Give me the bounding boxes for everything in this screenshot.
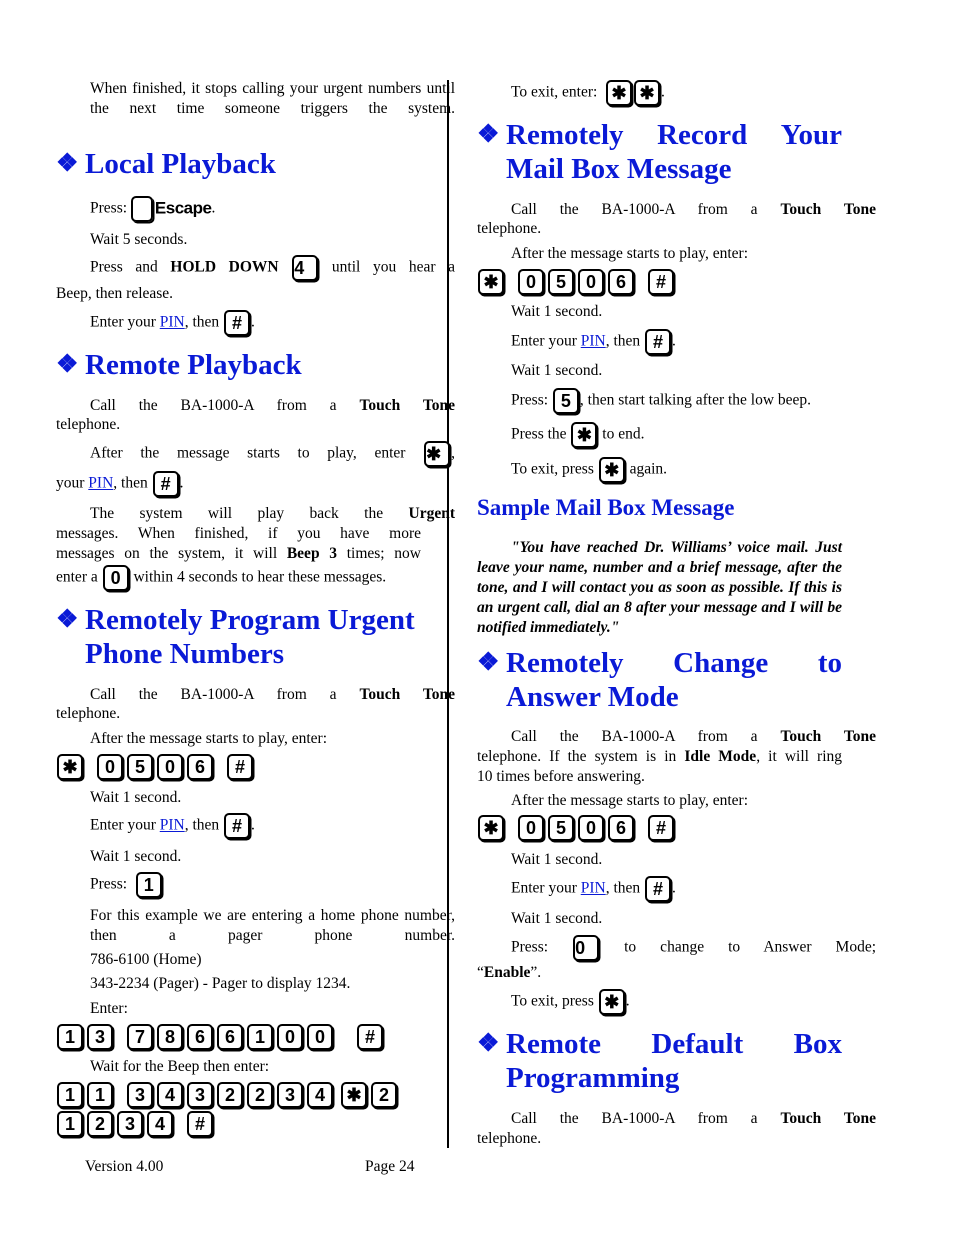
code-key[interactable]: 0 bbox=[97, 754, 123, 780]
seq-key[interactable]: 2 bbox=[87, 1111, 113, 1137]
key-star[interactable]: ✱ bbox=[599, 457, 625, 483]
db-telephone: telephone. bbox=[477, 1130, 542, 1147]
rp-telephone: telephone. bbox=[56, 416, 121, 433]
am-call-line: Call the BA-1000-A from a Touch Tone bbox=[511, 728, 876, 745]
code-key[interactable]: ✱ bbox=[478, 269, 504, 295]
diamond-bullet-icon: ❖ bbox=[477, 121, 500, 148]
key-1[interactable]: 1 bbox=[136, 872, 162, 898]
heading-answer-mode: ❖ Remotely Change to Answer Mode bbox=[477, 647, 842, 713]
rec-exit-line: To exit, press ✱ again. bbox=[477, 457, 876, 483]
code-key[interactable]: 0 bbox=[518, 815, 544, 841]
rec-press-star-end: Press the ✱ to end. bbox=[477, 422, 876, 448]
code-key[interactable]: 0 bbox=[518, 269, 544, 295]
pin-link[interactable]: PIN bbox=[159, 816, 185, 834]
code-key[interactable]: 6 bbox=[608, 269, 634, 295]
am-press-line: Press: 0 to change to Answer Mode; bbox=[477, 935, 876, 961]
intro-paragraph: When finished, it stops calling your urgent numbers until the next time someone triggers the system. bbox=[90, 80, 455, 117]
seq-key[interactable]: 3 bbox=[187, 1082, 213, 1108]
rec-call-line: Call the BA-1000-A from a Touch Tone bbox=[511, 201, 876, 218]
code-key[interactable]: 5 bbox=[127, 754, 153, 780]
key-0[interactable]: 0 bbox=[103, 565, 129, 591]
seq-key[interactable]: 3 bbox=[277, 1082, 303, 1108]
pu-example-line: For this example we are entering a home phone number, then a pager phone number. bbox=[90, 907, 455, 944]
seq-key[interactable]: 2 bbox=[247, 1082, 273, 1108]
seq-key[interactable]: 1 bbox=[87, 1082, 113, 1108]
diamond-bullet-icon: ❖ bbox=[56, 606, 79, 633]
pin-link[interactable]: PIN bbox=[580, 879, 606, 897]
code-key[interactable]: 0 bbox=[578, 815, 604, 841]
code-key[interactable]: 5 bbox=[548, 815, 574, 841]
escape-key-icon bbox=[131, 196, 153, 222]
heading-sample-message: Sample Mail Box Message bbox=[477, 495, 735, 520]
key-5[interactable]: 5 bbox=[553, 388, 579, 414]
pin-link[interactable]: PIN bbox=[580, 332, 606, 350]
code-key[interactable]: 5 bbox=[548, 269, 574, 295]
seq-key[interactable]: 3 bbox=[117, 1111, 143, 1137]
sample-quote: "You have reached Dr. Williams’ voice mail. Just leave your name, number and a brief message, after the tone, and I will contact you as soon as possible. If this is an urgent call, dial an 8 after your message and I will be notified immediately." bbox=[477, 539, 842, 636]
rec-code-keys bbox=[477, 269, 677, 295]
key-0[interactable]: 0 bbox=[573, 935, 599, 961]
pu-telephone: telephone. bbox=[56, 705, 121, 722]
code-key[interactable]: 0 bbox=[157, 754, 183, 780]
seq-key[interactable]: ✱ bbox=[341, 1082, 367, 1108]
footer-version: Version 4.00 bbox=[85, 1158, 164, 1175]
seq-key[interactable]: 6 bbox=[187, 1024, 213, 1050]
key-4[interactable]: 4 bbox=[292, 255, 318, 281]
am-exit-line: To exit, press ✱ . bbox=[477, 989, 876, 1015]
heading-default-box: ❖ Remote Default Box Programming bbox=[477, 1028, 842, 1094]
escape-key[interactable]: Escape bbox=[131, 196, 212, 222]
am-enable-line: “Enable”. bbox=[477, 964, 542, 981]
local-beep-release: Beep, then release. bbox=[56, 285, 174, 302]
rp-enter-zero-line: enter a 0 within 4 seconds to hear these messages. bbox=[56, 565, 421, 591]
local-enter-pin: Enter your PIN, then # . bbox=[56, 310, 455, 336]
diamond-bullet-icon: ❖ bbox=[477, 1030, 500, 1057]
seq-key[interactable]: 3 bbox=[87, 1024, 113, 1050]
rec-enter-pin: Enter your PIN, then # . bbox=[477, 329, 876, 355]
footer-page-number: Page 24 bbox=[365, 1158, 415, 1175]
code-key[interactable]: ✱ bbox=[478, 815, 504, 841]
heading-remote-playback: ❖ Remote Playback bbox=[56, 349, 302, 381]
pu-press-line: Press: 1 bbox=[56, 872, 455, 898]
heading-record-mailbox: ❖ Remotely Record Your Mail Box Message bbox=[477, 119, 842, 185]
am-idle-line: telephone. If the system is in Idle Mode, it will ring bbox=[477, 748, 843, 765]
pu-home: 786-6100 (Home) bbox=[90, 951, 202, 968]
seq-key[interactable]: 1 bbox=[247, 1024, 273, 1050]
rp-pin-line: your PIN, then # . bbox=[56, 471, 421, 497]
key-star[interactable]: ✱ bbox=[571, 422, 597, 448]
pu-wait-beep: Wait for the Beep then enter: bbox=[90, 1058, 270, 1075]
rp-beep-line: messages on the system, it will Beep 3 times; now bbox=[56, 545, 421, 562]
code-key[interactable]: # bbox=[648, 269, 674, 295]
pu-call-line: Call the BA-1000-A from a Touch Tone bbox=[90, 686, 455, 703]
pu-sequence-3 bbox=[56, 1111, 216, 1137]
seq-key[interactable]: 2 bbox=[371, 1082, 397, 1108]
pu-enter-label: Enter: bbox=[90, 1000, 128, 1017]
exit-line: To exit, enter: ✱ ✱ . bbox=[477, 80, 876, 106]
pu-code-keys bbox=[56, 754, 256, 780]
am-enter-pin: Enter your PIN, then # . bbox=[477, 876, 876, 902]
rec-after-msg: After the message starts to play, enter: bbox=[511, 245, 749, 262]
seq-key[interactable]: 4 bbox=[307, 1082, 333, 1108]
seq-key[interactable]: 4 bbox=[157, 1082, 183, 1108]
key-star[interactable]: ✱ bbox=[599, 989, 625, 1015]
am-code-keys bbox=[477, 815, 677, 841]
key-hash[interactable]: # bbox=[645, 876, 671, 902]
pu-enter-pin: Enter your PIN, then # . bbox=[56, 813, 455, 839]
exit-key[interactable]: ✱ bbox=[606, 80, 632, 106]
am-wait1: Wait 1 second. bbox=[511, 851, 603, 868]
am-after-msg: After the message starts to play, enter: bbox=[511, 792, 749, 809]
code-key[interactable]: 0 bbox=[578, 269, 604, 295]
rec-press-line: Press: 5 , then start talking after the low beep. bbox=[477, 388, 876, 414]
pu-after-msg: After the message starts to play, enter: bbox=[90, 730, 328, 747]
seq-key[interactable]: 1 bbox=[57, 1111, 83, 1137]
pu-wait1: Wait 1 second. bbox=[90, 789, 182, 806]
pin-link[interactable]: PIN bbox=[88, 474, 114, 492]
seq-key[interactable]: 0 bbox=[277, 1024, 303, 1050]
seq-key[interactable]: 6 bbox=[217, 1024, 243, 1050]
key-hash[interactable]: # bbox=[645, 329, 671, 355]
db-call-line: Call the BA-1000-A from a Touch Tone bbox=[511, 1110, 876, 1127]
seq-key[interactable]: 8 bbox=[157, 1024, 183, 1050]
code-key[interactable]: # bbox=[648, 815, 674, 841]
seq-key[interactable]: # bbox=[187, 1111, 213, 1137]
seq-key[interactable]: 0 bbox=[307, 1024, 333, 1050]
seq-key[interactable]: 2 bbox=[217, 1082, 243, 1108]
local-hold-line: Press and HOLD DOWN 4 until you hear a bbox=[56, 255, 455, 281]
code-key[interactable]: # bbox=[227, 754, 253, 780]
rec-wait1: Wait 1 second. bbox=[511, 303, 603, 320]
seq-key[interactable]: # bbox=[357, 1024, 383, 1050]
code-key[interactable]: 6 bbox=[608, 815, 634, 841]
pin-link[interactable]: PIN bbox=[159, 313, 185, 331]
heading-local-playback: ❖ Local Playback bbox=[56, 148, 276, 180]
heading-program-urgent: ❖ Remotely Program Urgent Phone Numbers bbox=[56, 604, 415, 670]
rec-wait1b: Wait 1 second. bbox=[511, 362, 603, 379]
diamond-bullet-icon: ❖ bbox=[477, 649, 500, 676]
seq-key[interactable]: 1 bbox=[57, 1082, 83, 1108]
key-hash[interactable]: # bbox=[224, 310, 250, 336]
rp-after-line: After the message starts to play, enter ✱ , bbox=[56, 441, 455, 467]
seq-key[interactable]: 7 bbox=[127, 1024, 153, 1050]
rp-system-line: The system will play back the Urgent bbox=[90, 505, 455, 522]
exit-key[interactable]: ✱ bbox=[634, 80, 660, 106]
pu-pager: 343-2234 (Pager) - Pager to display 1234. bbox=[90, 975, 351, 992]
diamond-bullet-icon: ❖ bbox=[56, 150, 79, 177]
key-star[interactable]: ✱ bbox=[424, 441, 450, 467]
diamond-bullet-icon: ❖ bbox=[56, 351, 79, 378]
key-hash[interactable]: # bbox=[153, 471, 179, 497]
seq-key[interactable]: 1 bbox=[57, 1024, 83, 1050]
seq-key[interactable]: 3 bbox=[127, 1082, 153, 1108]
code-key[interactable]: ✱ bbox=[57, 754, 83, 780]
rec-telephone: telephone. bbox=[477, 220, 542, 237]
rp-messages-line: messages. When finished, if you have more bbox=[56, 525, 421, 542]
code-key[interactable]: 6 bbox=[187, 754, 213, 780]
local-press-line: Press: Escape. bbox=[56, 196, 455, 222]
local-wait5: Wait 5 seconds. bbox=[90, 231, 188, 248]
rp-call-line: Call the BA-1000-A from a Touch Tone bbox=[90, 397, 455, 414]
pu-sequence-1 bbox=[56, 1024, 386, 1050]
am-wait1b: Wait 1 second. bbox=[511, 910, 603, 927]
seq-key[interactable]: 4 bbox=[147, 1111, 173, 1137]
pu-wait1b: Wait 1 second. bbox=[90, 848, 182, 865]
pu-sequence-2 bbox=[56, 1082, 400, 1108]
am-ten-times: 10 times before answering. bbox=[477, 768, 645, 785]
key-hash[interactable]: # bbox=[224, 813, 250, 839]
